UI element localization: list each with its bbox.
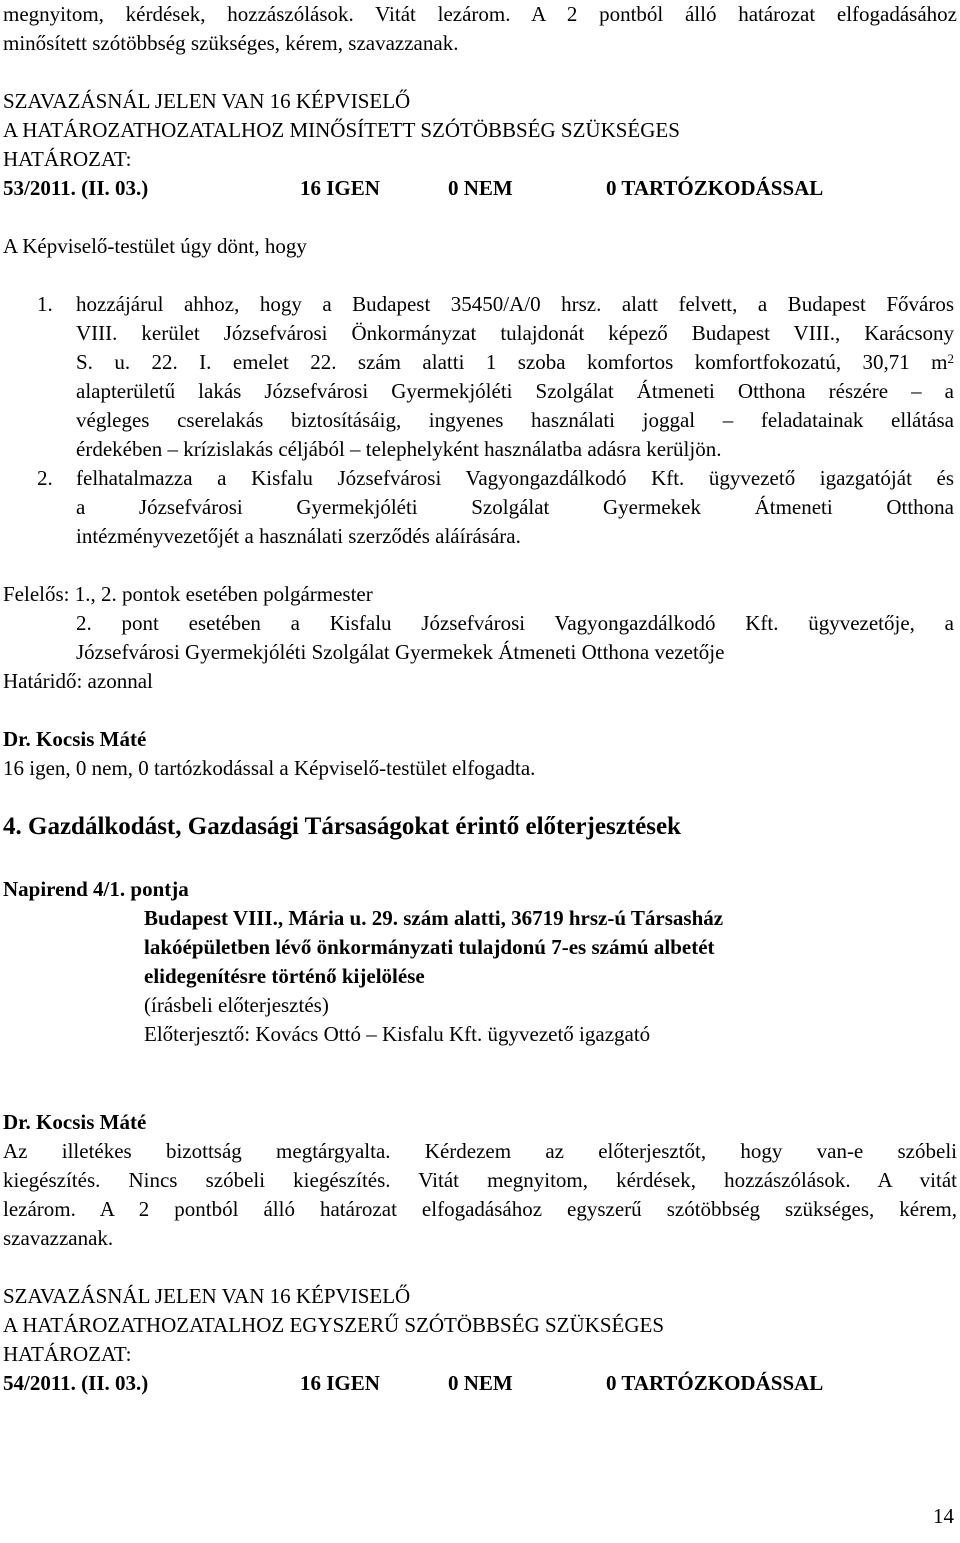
item2-number: 2.	[37, 466, 53, 490]
vote2-no: 0 NEM	[448, 1371, 513, 1395]
vote1-number: 53/2011. (II. 03.)	[3, 176, 149, 200]
page-number: 14	[933, 1504, 954, 1528]
item2-line-3: intézményvezetőjét a használati szerződés aláírására.	[76, 524, 521, 548]
para2-line-2: kiegészítés. Nincs szóbeli kiegészítés. Vitát megnyitom, kérdések, hozzászólások. A vitát	[3, 1168, 957, 1192]
vote2-yes: 16 IGEN	[300, 1371, 380, 1395]
item1-line-4: alapterületű lakás Józsefvárosi Gyermekjóléti Szolgálat Átmeneti Otthona részére – a	[76, 379, 954, 403]
para2-line-1: Az illetékes bizottság megtárgyalta. Kérdezem az előterjesztőt, hogy van-e szóbeli	[3, 1139, 957, 1163]
item1-line-1: hozzájárul ahhoz, hogy a Budapest 35450/A/0 hrsz. alatt felvett, a Budapest Főváros	[76, 292, 954, 316]
agenda-title-line-1: Budapest VIII., Mária u. 29. szám alatti, 36719 hrsz-ú Társasház	[144, 906, 724, 930]
decision-intro: A Képviselő-testület úgy dönt, hogy	[3, 234, 307, 258]
vote1-abstain: 0 TARTÓZKODÁSSAL	[606, 176, 824, 200]
vote2-abstain: 0 TARTÓZKODÁSSAL	[606, 1371, 824, 1395]
item2-line-2: a Józsefvárosi Gyermekjóléti Szolgálat Gyermekek Átmeneti Otthona	[76, 495, 954, 519]
para2-line-3: lezárom. A 2 pontból álló határozat elfogadásához egyszerű szótöbbség szükséges, kérem,	[3, 1197, 957, 1221]
para2-line-4: szavazzanak.	[3, 1226, 114, 1250]
responsible-line-1: Felelős: 1., 2. pontok esetében polgármester	[3, 582, 373, 606]
item2-text	[76, 464, 954, 551]
speaker-1: Dr. Kocsis Máté	[3, 727, 147, 751]
accepted-statement: 16 igen, 0 nem, 0 tartózkodással a Képviselő-testület elfogadta.	[3, 756, 536, 780]
item1-line-3	[76, 348, 954, 377]
speaker-2: Dr. Kocsis Máté	[3, 1110, 147, 1134]
speaker-2-paragraph	[3, 1137, 957, 1253]
agenda-title-line-3: elidegenítésre történő kijelölése	[144, 964, 425, 988]
item1-number: 1.	[37, 292, 53, 316]
vote2-label: HATÁROZAT:	[3, 1342, 132, 1366]
item1-superscript: 2	[947, 351, 954, 366]
agenda-title-line-2: lakóépületben lévő önkormányzati tulajdonú 7-es számú albetét	[144, 935, 715, 959]
agenda-presenter: Előterjesztő: Kovács Ottó – Kisfalu Kft. ügyvezető igazgató	[144, 1022, 651, 1046]
intro-line-1: megnyitom, kérdések, hozzászólások. Vitát lezárom. A 2 pontból álló határozat elfogadásához	[3, 2, 957, 26]
vote2-number: 54/2011. (II. 03.)	[3, 1371, 149, 1395]
agenda-title	[144, 904, 954, 1049]
agenda-written: (írásbeli előterjesztés)	[144, 993, 329, 1017]
vote2-present: SZAVAZÁSNÁL JELEN VAN 16 KÉPVISELŐ	[3, 1284, 411, 1308]
vote1-majority: A HATÁROZATHOZATALHOZ MINŐSÍTETT SZÓTÖBBSÉG SZÜKSÉGES	[3, 118, 680, 142]
item1-line-3-text: S. u. 22. I. emelet 22. szám alatti 1 szoba komfortos komfortfokozatú, 30,71 m	[76, 350, 948, 374]
item1-line-2: VIII. kerület Józsefvárosi Önkormányzat tulajdonát képező Budapest VIII., Karácsony	[76, 321, 954, 345]
responsible-detail	[76, 609, 954, 667]
item2-line-1: felhatalmazza a Kisfalu Józsefvárosi Vagyongazdálkodó Kft. ügyvezető igazgatóját és	[76, 466, 954, 490]
vote-block-2	[3, 1282, 957, 1369]
responsible-line-3: Józsefvárosi Gyermekjóléti Szolgálat Gyermekek Átmeneti Otthona vezetője	[76, 640, 725, 664]
agenda-label: Napirend 4/1. pontja	[3, 877, 189, 901]
vote2-majority: A HATÁROZATHOZATALHOZ EGYSZERŰ SZÓTÖBBSÉG SZÜKSÉGES	[3, 1313, 664, 1337]
vote-block-1	[3, 87, 957, 174]
vote1-no: 0 NEM	[448, 176, 513, 200]
item1-line-5: végleges cserelakás biztosításáig, ingyenes használati joggal – feladatainak ellátása	[76, 408, 954, 432]
vote1-label: HATÁROZAT:	[3, 147, 132, 171]
item1-text	[76, 290, 954, 464]
section-heading: 4. Gazdálkodást, Gazdasági Társaságokat érintő előterjesztések	[3, 813, 681, 840]
intro-paragraph	[3, 0, 957, 58]
item1-line-6: érdekében – krízislakás céljából – telephelyként használatba adásra kerüljön.	[76, 437, 722, 461]
responsible-line-2: 2. pont esetében a Kisfalu Józsefvárosi Vagyongazdálkodó Kft. ügyvezetője, a	[76, 611, 954, 635]
deadline: Határidő: azonnal	[3, 669, 153, 693]
vote1-present: SZAVAZÁSNÁL JELEN VAN 16 KÉPVISELŐ	[3, 89, 411, 113]
intro-line-2: minősített szótöbbség szükséges, kérem, szavazzanak.	[3, 31, 459, 55]
vote1-yes: 16 IGEN	[300, 176, 380, 200]
